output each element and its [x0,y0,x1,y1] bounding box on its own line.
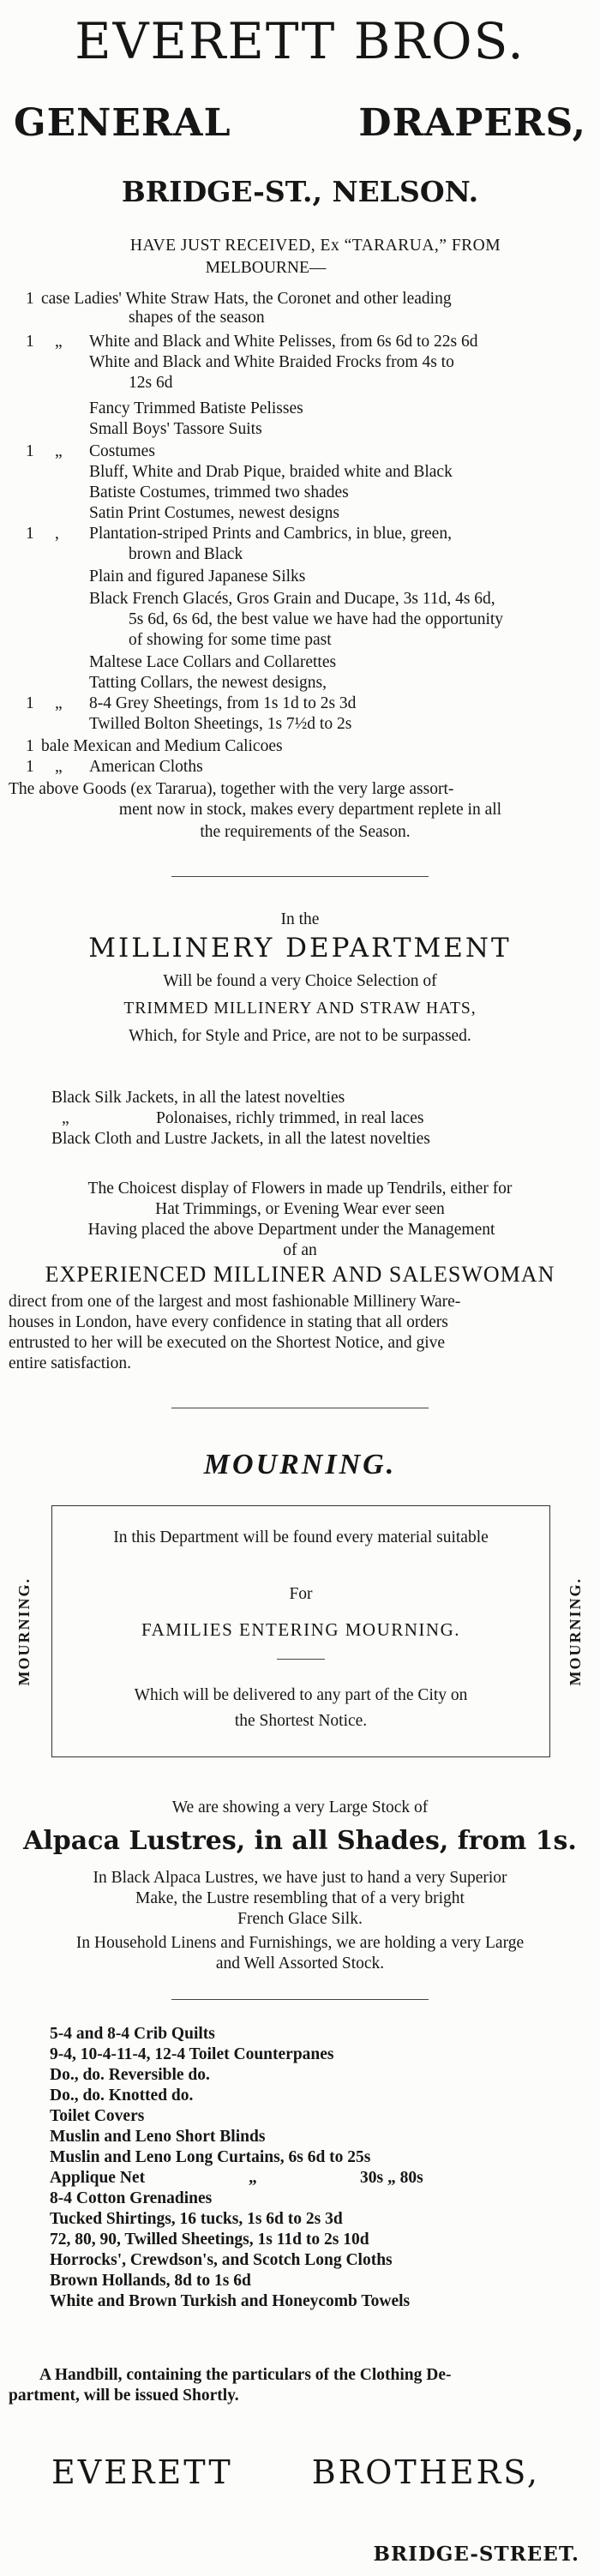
goods-line: 5s 6d, 6s 6d, the best value we have had the opportunity [129,610,504,628]
qty: 1 [26,525,34,543]
flowers-line: entire satisfaction. [9,1354,131,1372]
household-item: Muslin and Leno Short Blinds [50,2128,266,2146]
trade-drapers: DRAPERS, [358,101,586,145]
goods-closing: ment now in stock, makes every department replete in all [118,801,502,819]
goods-line: Bluff, White and Drab Pique, braided white and Black [89,463,453,481]
footer-firm-right: BROTHERS, [311,2453,540,2491]
flowers-line: Having placed the above Department under the Management [87,1221,495,1239]
ditto-mark: „ [55,442,63,460]
millinery-line: TRIMMED MILLINERY AND STRAW HATS, [123,1000,477,1018]
qty: 1 [26,333,34,351]
qty: 1 [26,290,34,308]
qty: 1 [26,737,34,755]
mourning-box [51,1505,550,1757]
goods-line: 12s 6d [129,374,173,392]
household-item: Toilet Covers [50,2107,145,2125]
received-line-2: MELBOURNE— [205,259,327,277]
mourning-side-label-right: MOURNING. [567,1577,584,1686]
goods-line: Tatting Collars, the newest designs, [89,674,327,692]
household-item: Horrocks', Crewdson's, and Scotch Long Cloths [50,2251,393,2269]
household-item: Tucked Shirtings, 16 tucks, 1s 6d to 2s 3d [50,2210,343,2228]
jackets-line: Black Silk Jackets, in all the latest novelties [51,1089,345,1107]
household-item: Do., do. Reversible do. [50,2066,210,2084]
alpaca-intro: We are showing a very Large Stock of [171,1798,429,1816]
mourning-line: In this Department will be found every material suitable [113,1528,489,1546]
flowers-line: direct from one of the largest and most fashionable Millinery Ware- [9,1293,461,1311]
handbill-line: A Handbill, containing the particulars of the Clothing De- [39,2366,452,2384]
trade-general: GENERAL [14,101,231,145]
goods-closing: The above Goods (ex Tararua), together with the very large assort- [9,780,454,798]
household-item: Muslin and Leno Long Curtains, 6s 6d to 25s [50,2148,371,2166]
flowers-line: Hat Trimmings, or Evening Wear ever seen [155,1200,445,1218]
goods-line: Maltese Lace Collars and Collarettes [89,653,337,671]
ditto-mark: „ [55,694,63,712]
goods-line: Satin Print Costumes, newest designs [89,504,339,522]
mourning-line: For [289,1585,313,1603]
flowers-line: houses in London, have every confidence in stating that all orders [9,1313,448,1331]
qty: 1 [26,694,34,712]
mourning-line: Which will be delivered to any part of the City on [134,1686,468,1704]
footer-street: BRIDGE-STREET. [373,2543,579,2566]
received-line-1: HAVE JUST RECEIVED, Ex “TARARUA,” FROM [129,237,501,255]
household-item: 72, 80, 90, Twilled Sheetings, 1s 11d to 2s 10d [50,2231,369,2249]
goods-line: Twilled Bolton Sheetings, 1s 7½d to 2s [89,715,352,733]
firm-name: EVERETT BROS. [75,12,525,70]
mourning-side-label-left: MOURNING. [15,1577,33,1686]
household-item: Applique Net [50,2169,146,2187]
applique-price: 30s „ 80s [360,2169,423,2187]
millinery-line: Will be found a very Choice Selection of [163,972,437,990]
ditto-mark: „ [249,2169,257,2187]
goods-line: White and Black and White Pelisses, from 6s 6d to 22s 6d [89,333,478,351]
alpaca-line: In Black Alpaca Lustres, we have just to hand a very Superior [93,1869,507,1887]
divider [171,1999,429,2000]
goods-line: of showing for some time past [129,631,332,649]
household-item: 5-4 and 8-4 Crib Quilts [50,2025,215,2043]
household-item: 8-4 Cotton Grenadines [50,2189,213,2207]
goods-line: Plantation-striped Prints and Cambrics, in blue, green, [89,525,452,543]
flowers-line: entrusted to her will be executed on the Shortest Notice, and give [9,1334,446,1352]
alpaca-line: In Household Linens and Furnishings, we are holding a very Large [75,1934,525,1952]
goods-line: Costumes [89,442,155,460]
alpaca-line: and Well Assorted Stock. [215,1955,385,1973]
millinery-intro: In the [280,910,320,928]
jackets-line: Black Cloth and Lustre Jackets, in all the latest novelties [51,1130,430,1148]
qty: 1 [26,442,34,460]
ditto-mark: „ [55,333,63,351]
goods-line: American Cloths [89,758,203,776]
ditto-mark: „ [62,1109,69,1127]
goods-line: brown and Black [129,545,243,563]
footer-firm-left: EVERETT [51,2453,233,2491]
goods-line: shapes of the season [129,309,265,327]
mourning-families: FAMILIES ENTERING MOURNING. [141,1619,460,1640]
goods-line: Batiste Costumes, trimmed two shades [89,483,349,501]
address: BRIDGE-ST., NELSON. [121,175,479,208]
mourning-title: MOURNING. [203,1449,397,1480]
divider [171,876,429,877]
box-divider [277,1659,325,1660]
goods-line: 8-4 Grey Sheetings, from 1s 1d to 2s 3d [89,694,357,712]
millinery-line: Which, for Style and Price, are not to be surpassed. [129,1027,471,1045]
alpaca-line: French Glace Silk. [237,1910,363,1928]
goods-line: Fancy Trimmed Batiste Pelisses [89,399,303,417]
household-item: White and Brown Turkish and Honeycomb Towels [50,2292,411,2310]
goods-line: case Ladies' White Straw Hats, the Coronet and other leading [41,290,452,308]
household-item: Brown Hollands, 8d to 1s 6d [50,2272,251,2290]
milliner-title: EXPERIENCED MILLINER AND SALESWOMAN [45,1262,555,1287]
flowers-line: The Choicest display of Flowers in made up Tendrils, either for [87,1180,513,1198]
ditto-mark: „ [55,758,63,776]
goods-line: bale Mexican and Medium Calicoes [41,737,283,755]
household-item: 9-4, 10-4-11-4, 12-4 Toilet Counterpanes [50,2045,334,2063]
goods-line: Small Boys' Tassore Suits [89,420,262,438]
goods-line: Plain and figured Japanese Silks [89,567,306,585]
goods-line: Black French Glacés, Gros Grain and Ducape, 3s 11d, 4s 6d, [89,590,495,608]
mourning-line: the Shortest Notice. [234,1712,368,1730]
ditto-mark: , [55,525,59,543]
handbill-line: partment, will be issued Shortly. [9,2387,239,2405]
goods-closing: the requirements of the Season. [200,823,411,841]
qty: 1 [26,758,34,776]
flowers-line: of an [283,1241,317,1259]
alpaca-line: Make, the Lustre resembling that of a very bright [135,1889,465,1907]
household-item: Do., do. Knotted do. [50,2087,194,2105]
goods-line: White and Black and White Braided Frocks from 4s to [89,353,454,371]
jackets-line: Polonaises, richly trimmed, in real laces [156,1109,424,1127]
millinery-title: MILLINERY DEPARTMENT [88,933,512,964]
alpaca-headline: Alpaca Lustres, in all Shades, from 1s. [23,1826,577,1856]
